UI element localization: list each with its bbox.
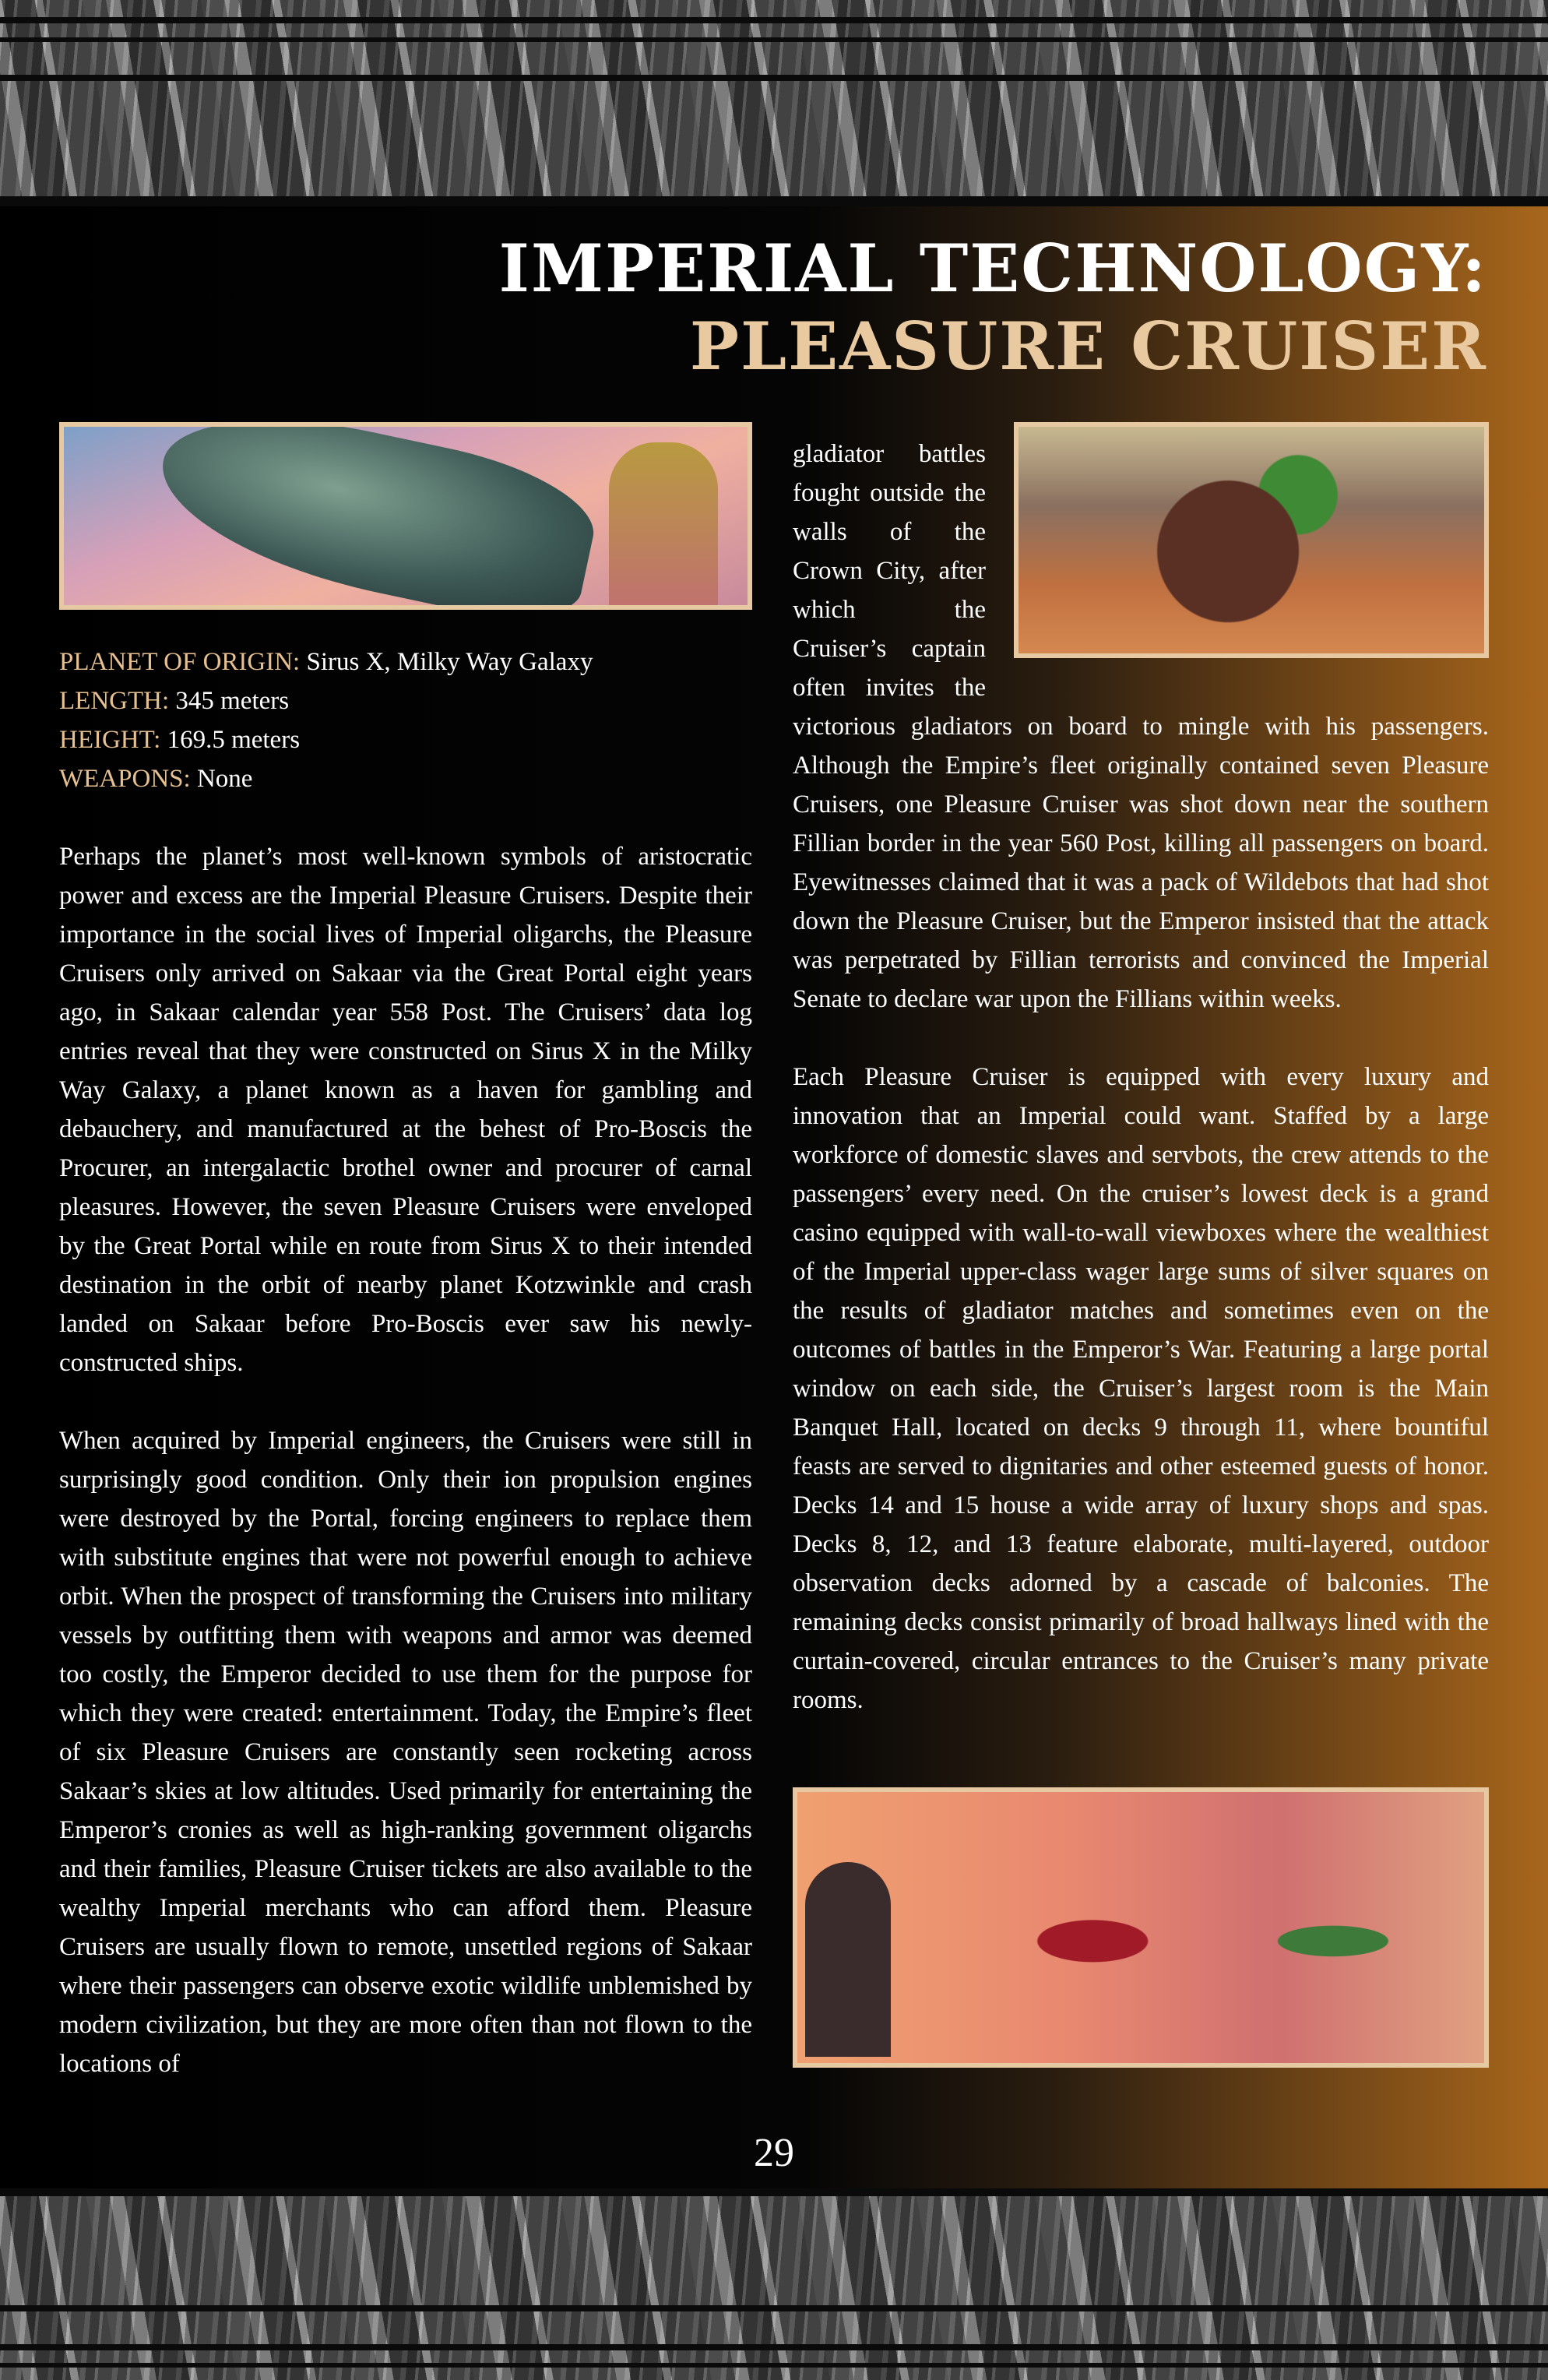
stat-value: 345 meters [169, 687, 290, 715]
page-title [499, 230, 1487, 386]
banner-stripe [0, 2305, 1548, 2311]
banner-stripe [0, 196, 1548, 206]
stat-weapons [59, 759, 752, 798]
banner-stripe [0, 2188, 1548, 2196]
page-content [0, 206, 1548, 2188]
body-paragraph: Perhaps the planet’s most well-known symbols of aristocratic power and excess are the Imperial Pleasure Cruisers. Despite their importance in the social lives of Imperial oligarchs, the Pleasure Cruisers only arrived on Sakaar via the Great Portal eight years ago, in Sakaar calendar year 558 Post. The Cruisers’ data log entries reveal that they were constructed on Sirus X in the Milky Way Galaxy, a planet known as a haven for gambling and debauchery, and manufactured at the behest of Pro-Boscis the Procurer, an intergalactic brothel owner and procurer of carnal pleasures. However, the seven Pleasure Cruisers were enveloped by the Great Portal while en route from Sirus X to their intended destination in the orbit of nearby planet Kotzwinkle and crash landed on Sakaar before Pro-Boscis ever saw his newly-constructed ships. [59, 843, 752, 1377]
stat-value: None [190, 765, 253, 793]
left-column [59, 643, 752, 2083]
stat-length [59, 681, 752, 720]
bottom-stone-banner [0, 2188, 1548, 2380]
top-stone-banner [0, 0, 1548, 206]
banner-stripe [0, 2363, 1548, 2368]
ship-shape [146, 422, 604, 610]
stat-label: WEAPONS: [59, 765, 191, 793]
figure-shape [609, 442, 718, 610]
stat-value: Sirus X, Milky Way Galaxy [300, 648, 593, 676]
stat-height [59, 720, 752, 759]
page-number: 29 [754, 2131, 794, 2175]
body-paragraph: gladiator battles fought outside the walls of the Crown City, after which the Cruiser’s captain often invites the victorious gladiators on board to mingle with his passengers. Although the Empire’s fleet originally contained seven Pleasure Cruisers, one Pleasure Cruiser was shot down near the southern Fillian border in the year 560 Post, killing all passengers on board. Eyewitnesses claimed that it was a pack of Wildebots that had shot down the Pleasure Cruiser, but the Emperor insisted that the attack was perpetrated by Fillian terrorists and convinced the Imperial Senate to declare war upon the Fillians within weeks. [793, 440, 1489, 1013]
stat-value: 169.5 meters [160, 726, 301, 754]
banner-stripe [0, 75, 1548, 81]
right-column [793, 422, 1489, 1720]
stat-planet-of-origin [59, 643, 752, 681]
stat-label: LENGTH: [59, 687, 170, 715]
title-line-2: PLEASURE CRUISER [689, 308, 1487, 385]
title-line-1: IMPERIAL TECHNOLOGY: [498, 230, 1487, 307]
body-paragraph: When acquired by Imperial engineers, the Cruisers were still in surprisingly good condition. Only their ion propulsion engines were destroyed by the Portal, forcing engineers to replace them with substitute engines that were not powerful enough to achieve orbit. When the prospect of transforming the Cruisers into military vessels by outfitting them with weapons and armor was deemed too costly, the Emperor decided to use them for the purpose for which they were created: entertainment. Today, the Empire’s fleet of six Pleasure Cruisers are constantly seen rocketing across Sakaar’s skies at low altitudes. Used primarily for entertaining the Emperor’s cronies as well as high-ranking government oligarchs and their families, Pleasure Cruiser tickets are also available to the wealthy Imperial merchants who can afford them. Pleasure Cruisers are usually flown to remote, unsettled regions of Sakaar where their passengers can observe exotic wildlife unblemished by modern civilization, but they are more often than not flown to the locations of [59, 1427, 752, 2078]
hallway-illustration [793, 1787, 1489, 2068]
banner-stripe [0, 37, 1548, 42]
banner-stripe [0, 17, 1548, 23]
stat-label: PLANET OF ORIGIN: [59, 648, 301, 676]
banquet-illustration [1014, 422, 1489, 658]
body-paragraph: Each Pleasure Cruiser is equipped with every luxury and innovation that an Imperial could want. Staffed by a large workforce of domestic slaves and servbots, the crew attends to the passengers’ every need. On the cruiser’s lowest deck is a grand casino equipped with wall-to-wall viewboxes where the wealthiest of the Imperial upper-class wager large sums of silver squares on the results of gladiator matches and sometimes even on the outcomes of battles in the Emperor’s War. Featuring a large portal window on each side, the Cruiser’s largest room is the Main Banquet Hall, located on decks 9 through 11, where bountiful feasts are served to dignitaries and other esteemed guests of honor. Decks 14 and 15 house a wide array of luxury shops and spas. Decks 8, 12, and 13 feature elaborate, multi-layered, outdoor observation decks adorned by a cascade of balconies. The remaining decks consist primarily of broad hallways lined with the curtain-covered, circular entrances to the Cruiser’s many private rooms. [793, 1063, 1489, 1714]
cruiser-illustration [59, 422, 752, 610]
figure-shape [805, 1862, 891, 2057]
stat-label: HEIGHT: [59, 726, 161, 754]
banner-stripe [0, 2344, 1548, 2350]
